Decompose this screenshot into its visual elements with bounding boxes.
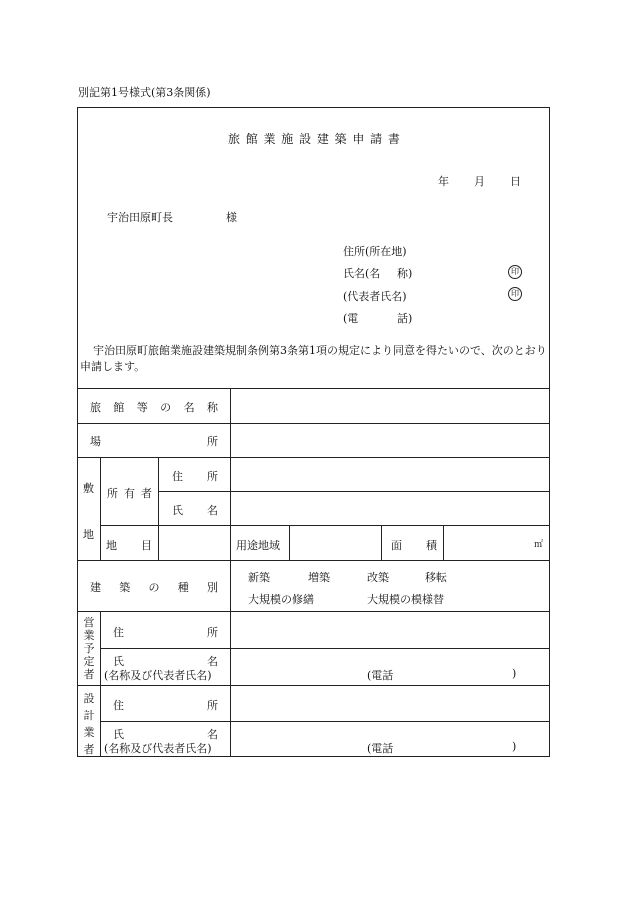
label-char: 名 (183, 401, 195, 414)
seal-mark: 印 (508, 265, 522, 279)
form-number: 別記第1号様式(第3条関係) (78, 86, 211, 99)
owner-name-label (172, 502, 218, 518)
area-field[interactable] (445, 527, 548, 559)
building-type-option[interactable]: 改築 (367, 571, 389, 584)
label-char: 者 (141, 487, 152, 500)
label-char: 目 (141, 539, 152, 552)
label-char: 氏 (172, 504, 183, 517)
label-char: 所 (107, 487, 118, 500)
zoning-label: 用途地域 (236, 539, 280, 552)
title-char: 旅 (228, 132, 241, 146)
applicant-name-label (343, 265, 415, 281)
designer-phone-close: ) (512, 740, 517, 753)
label-char: 種 (177, 581, 189, 594)
building-type-option[interactable]: 大規模の模様替 (367, 593, 444, 606)
applicant-name-label-a: 氏名(名 (343, 267, 381, 280)
area-label (391, 537, 437, 553)
title-char: 請 (370, 132, 383, 146)
seal-mark: 印 (508, 287, 522, 301)
title-char: 建 (316, 132, 329, 146)
location-field[interactable] (232, 425, 548, 456)
operator-address-field[interactable] (232, 613, 548, 647)
label-char: 地 (106, 539, 117, 552)
building-type-option[interactable]: 新築 (248, 571, 270, 584)
label-char: 所 (207, 470, 218, 483)
designer-label: 設計業者 (83, 692, 95, 756)
site-label-char-2: 地 (83, 528, 94, 541)
label-char: の (148, 581, 160, 594)
operator-label: 営業予定者 (83, 616, 95, 681)
applicant-phone-label-b: 話) (397, 312, 413, 325)
label-char: 旅 (90, 401, 101, 414)
label-char: 所 (207, 626, 218, 639)
date-month: 月 (474, 175, 485, 188)
form-title (228, 130, 400, 147)
application-statement: 宇治田原町旅館業施設建築規制条例第3条第1項の規定により同意を得たいので、次のとおり申請します。 (80, 344, 547, 373)
building-type-label (90, 579, 218, 595)
area-unit: ㎡ (534, 540, 544, 550)
label-char: 氏 (113, 655, 124, 668)
applicant-address-label: 住所(所在地) (343, 245, 407, 258)
label-char: 別 (207, 581, 218, 594)
zoning-field[interactable] (291, 527, 380, 559)
designer-address-label (113, 697, 218, 713)
label-char: 氏 (113, 728, 124, 741)
addressee-name: 宇治田原町長 (107, 211, 173, 224)
label-char: 名 (207, 504, 218, 517)
applicant-phone-label (343, 310, 415, 326)
applicant-rep-label: (代表者氏名) (343, 290, 407, 303)
title-char: 築 (334, 132, 347, 146)
title-char: 施 (281, 132, 294, 146)
label-char: 建 (90, 581, 101, 594)
title-char: 業 (263, 132, 276, 146)
label-char: 場 (90, 435, 101, 448)
operator-name-sub: (名称及び代表者氏名) (104, 669, 212, 682)
date-day: 日 (510, 175, 521, 188)
label-char: 所 (207, 699, 218, 712)
title-char: 申 (352, 132, 365, 146)
operator-phone-open: (電話 (367, 669, 394, 682)
facility-name-field[interactable] (232, 390, 548, 422)
title-char: 書 (387, 132, 400, 146)
label-char: 名 (207, 728, 218, 741)
site-label-char-1: 敷 (83, 482, 94, 495)
label-char: 積 (426, 539, 437, 552)
building-type-option[interactable]: 移転 (425, 571, 447, 584)
operator-phone-close: ) (512, 667, 517, 680)
label-char: の (160, 401, 172, 414)
label-char: 館 (113, 401, 125, 414)
label-char: 住 (113, 699, 124, 712)
date-year: 年 (438, 175, 449, 188)
applicant-name-label-b: 称) (397, 267, 413, 280)
label-char: 住 (172, 470, 183, 483)
label-char: 称 (206, 401, 218, 414)
title-char: 設 (299, 132, 312, 146)
owner-name-field[interactable] (232, 493, 548, 524)
lot-category-label (106, 537, 152, 553)
owner-label (107, 485, 152, 501)
addressee-honorific: 様 (226, 211, 237, 224)
location-label (90, 433, 218, 449)
operator-address-label (113, 624, 218, 640)
label-char: 等 (136, 401, 148, 414)
building-type-option[interactable]: 増築 (308, 571, 330, 584)
designer-phone-open: (電話 (367, 742, 394, 755)
facility-name-label (90, 399, 218, 415)
label-char: 住 (113, 626, 124, 639)
designer-address-field[interactable] (232, 687, 548, 720)
owner-address-field[interactable] (232, 459, 548, 490)
lot-category-field[interactable] (160, 527, 229, 559)
owner-address-label (172, 468, 218, 484)
title-char: 館 (245, 132, 258, 146)
label-char: 築 (119, 581, 131, 594)
building-type-option[interactable]: 大規模の修繕 (248, 593, 314, 606)
label-char: 所 (207, 435, 218, 448)
label-char: 面 (391, 539, 402, 552)
label-char: 名 (207, 655, 218, 668)
designer-name-sub: (名称及び代表者氏名) (104, 742, 212, 755)
label-char: 有 (124, 487, 135, 500)
applicant-phone-label-a: (電 (343, 312, 359, 325)
